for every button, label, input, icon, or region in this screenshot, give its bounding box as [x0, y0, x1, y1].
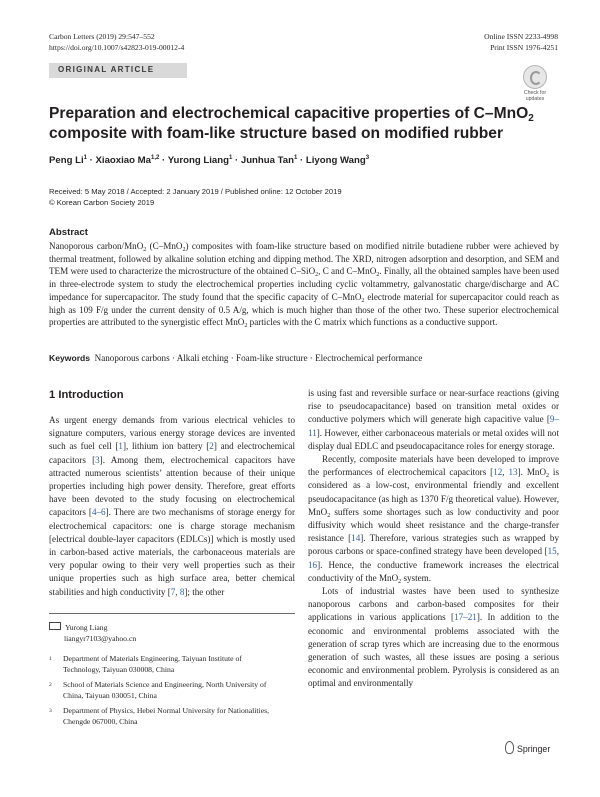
affiliation-text: School of Materials Science and Engineering, North University of China, Taiyuan 030051, China: [63, 680, 267, 700]
citation-link[interactable]: 12: [493, 467, 503, 478]
badge-line2: updates: [525, 96, 545, 102]
publisher-name: Springer: [517, 744, 551, 754]
abstract-heading: Abstract: [49, 227, 88, 238]
affiliation: [49, 680, 281, 701]
citation-link[interactable]: 13: [508, 467, 518, 478]
affiliation-text: Department of Materials Engineering, Taiyuan Institute of Technology, Taiyuan 030008, China: [63, 654, 242, 674]
author[interactable]: Liyong Wang$^3$: [305, 155, 370, 167]
intro-right-column: [308, 387, 559, 691]
corresponding-author-name: Yurong Liang: [65, 623, 108, 632]
section-heading-introduction: 1 Introduction: [49, 389, 124, 401]
publication-dates: [49, 187, 559, 208]
paragraph: Recently, composite materials have been developed to improve the performances of electrochemical capacitors [12, 13]. MnO$_2$ is considered as a low-cost, environmental friendly and excellent pseudocapacitance (as high as 1370 F/g theoretical value). However, MnO$_2$ suffers some shortages such as low conductivity and poor diffusivity which would sheet resistance and the charge-transfer resistance [14]. Therefore, various strategies such as wrapped by porous carbons or space-confined strategy have been developed [15, 16]. Hence, the conductive framework increases the electrical conductivity of the MnO$_2$ system.: [308, 454, 559, 585]
check-for-updates-icon: [523, 65, 547, 89]
affiliation: [49, 706, 281, 727]
received-accepted-dates: Received: 5 May 2018 / Accepted: 2 January 2019 / Published online: 12 October 2019: [49, 187, 342, 196]
journal-citation: Carbon Letters (2019) 29:547–552: [49, 32, 155, 41]
affiliation-number: 2: [49, 682, 52, 688]
author[interactable]: Junhua Tan$^1$: [240, 155, 298, 167]
badge-line1: Check for: [523, 90, 547, 96]
affiliation-number: 3: [49, 708, 52, 714]
article-type-label: ORIGINAL ARTICLE: [58, 65, 155, 74]
copyright-line: © Korean Carbon Society 2019: [49, 197, 155, 207]
citation-link[interactable]: 16: [308, 559, 318, 570]
citation-link[interactable]: 8: [179, 586, 185, 597]
title-subscript: 2: [528, 113, 534, 124]
citation-link[interactable]: 7: [170, 586, 176, 597]
citation-link[interactable]: 17–21: [454, 612, 477, 623]
affiliation: [49, 654, 281, 675]
citation-link[interactable]: 15: [547, 546, 557, 557]
keywords-label: Keywords: [49, 353, 91, 363]
author[interactable]: Xiaoxiao Ma$^{1,2}$: [95, 155, 160, 167]
citation-link[interactable]: 3: [95, 454, 100, 465]
publisher-logo: [505, 741, 550, 754]
abstract-text: Nanoporous carbon/MnO$_2$ (C–MnO$_2$) composites with foam-like structure based on modified nitrile butadiene rubber were achieved by thermal treatment, followed by alkaline solution etching and dipping method. The XRD, nitrogen adsorption and desorption, and SEM and TEM were used to characterize the microstructure of the obtained C–SiO$_2$, C and C–MnO$_2$. Finally, all the obtained samples have been used in three-electrode system to study the electrochemical properties including cyclic voltammetry, galvanostatic charge/discharge and AC impedance for supercapacitor. The study found that the specific capacity of C–MnO$_2$ electrode material for supercapacitor could reach as high as 109 F/g under the current density of 0.5 A/g, which is much higher than those of the other two. These superior electrochemical properties are attributed to the synergistic effect MnO$_2$ particles with the C matrix which functions as a conductive support.: [49, 241, 560, 330]
citation-link[interactable]: 4–6: [91, 507, 106, 518]
affiliation-text: Department of Physics, Hebei Normal University for Nationalities, Chengde 067000, China: [63, 706, 270, 726]
author[interactable]: Peng Li$^1$: [49, 155, 87, 167]
keywords: [49, 353, 559, 363]
citation-link[interactable]: 2: [209, 441, 214, 452]
springer-horse-icon: [505, 741, 514, 754]
corresponding-author: [49, 622, 295, 644]
check-for-updates-badge[interactable]: [516, 65, 554, 102]
title-part1: Preparation and electrochemical capacitive properties of C–MnO: [49, 105, 529, 122]
article-title: [49, 104, 559, 144]
print-issn: Print ISSN 1976-4251: [490, 43, 558, 52]
citation-link[interactable]: 1: [118, 441, 123, 452]
author-list: Peng $Li^1$ · Xiaoxiao Ma$^{1,2}$ · Yurong Liang$^1$ · Junhua Tan$^1$ · Liyong Wang$^3$: [49, 155, 370, 167]
citation-link[interactable]: 9–11: [308, 414, 559, 438]
title-part2: composite with foam-like structure based on modified rubber: [49, 125, 504, 142]
citation-link[interactable]: 14: [351, 533, 361, 544]
affiliation-number: 1: [49, 656, 52, 662]
paragraph: Lots of industrial wastes have been used to synthesize nanoporous carbons and carbon-based composites for their applications in various applications [17–21]. In addition to the economic and environmental problems associated with the generation of scrap tyres which are increasing due to the enormous generation of such wastes, all these issues are posing a serious economic and environmental problem. Pyrolysis is considered as an optimal and environmentally: [308, 586, 559, 689]
keywords-list: Nanoporous carbons · Alkali etching · Foam-like structure · Electrochemical performance: [94, 353, 423, 363]
article-type-banner: [49, 63, 187, 78]
intro-left-column: As urgent energy demands from various electrical vehicles to signature computers, various energy storage devices are invented such as fuel cell [1], lithium ion battery [2] and electrochemical capacitors [3]. Among them, electrochemical capacitors have attracted numerous scientists’ attention because of their unique properties including high power density. Therefore, great efforts have been devoted to the study focusing on electrochemical capacitors [4–6]. There are two mechanisms of storage energy for electrochemical capacitors: one is charge storage mechanism [electrical double-layer capacitors (EDLCs)] which is mostly used in carbon-based active materials, the carbonaceous materials are very popular owing to their very well properties such as their unique properties such as high surface area, better chemical stabilities and high conductivity [7, 8]; the other: [49, 415, 295, 597]
paragraph: is using fast and reversible surface or near-surface reactions (giving rise to pseudocapacitance) based on transition metal oxides or conductive polymers which will generate high capacitive value [9–11]. However, either carbonaceous materials or metal oxides will not display dual EDLC and pseudocapacitance roles for energy storage.: [308, 388, 559, 451]
doi-link[interactable]: https://doi.org/10.1007/s42823-019-00012-4: [49, 43, 185, 52]
footnote-divider: [49, 613, 295, 614]
envelope-icon: [49, 622, 61, 630]
online-issn: Online ISSN 2233-4998: [484, 32, 558, 41]
author[interactable]: Yurong Liang$^1$: [167, 155, 233, 167]
corresponding-author-email[interactable]: liangyr7103@yahoo.cn: [64, 633, 137, 643]
